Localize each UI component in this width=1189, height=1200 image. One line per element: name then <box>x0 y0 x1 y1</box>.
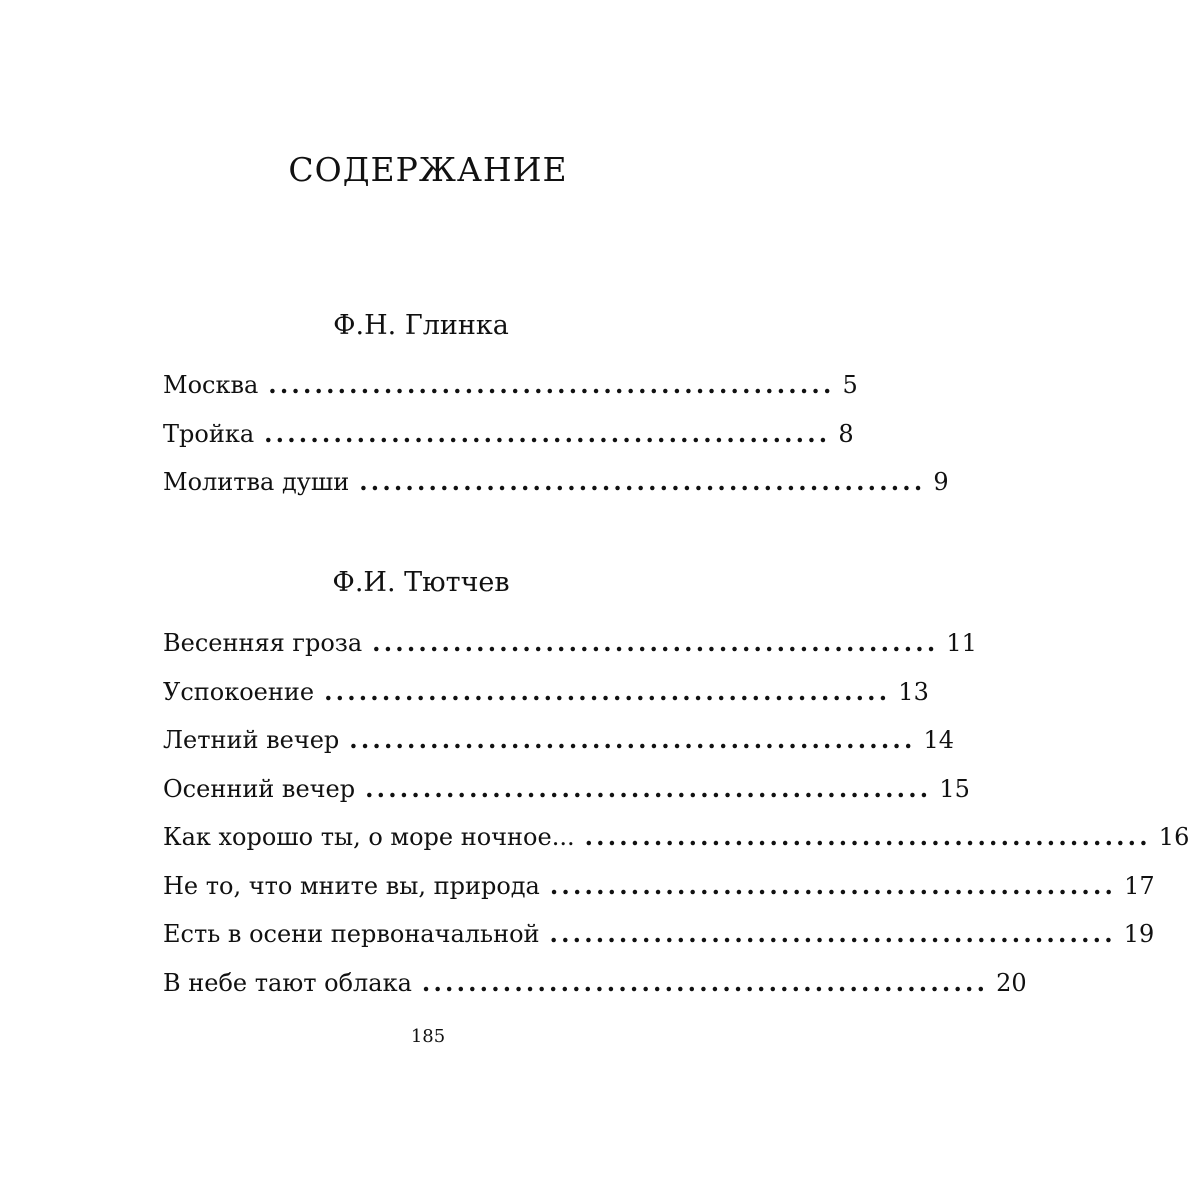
dot-leader: ................................................. <box>264 418 831 448</box>
toc-entry-page: 9 <box>933 468 949 496</box>
toc-entry-page: 8 <box>838 419 854 448</box>
dot-leader: ................................................. <box>549 919 1116 948</box>
toc-entry-title: Как хорошо ты, о море ночное... <box>163 823 575 851</box>
toc-entry[interactable] <box>163 870 1155 920</box>
toc-entry[interactable] <box>163 676 929 726</box>
toc-entry[interactable] <box>163 773 970 823</box>
page-title: СОДЕРЖАНИЕ <box>288 150 568 189</box>
dot-leader: ................................................. <box>365 773 932 803</box>
section-author-tyutchev: Ф.И. Тютчев <box>332 567 510 598</box>
toc-entry-title: Молитва души <box>163 468 350 496</box>
dot-leader: ................................................. <box>268 370 835 399</box>
toc-entry-page: 14 <box>923 726 955 754</box>
toc-list-glinka <box>163 370 949 516</box>
toc-entry[interactable] <box>163 725 955 774</box>
toc-entry[interactable] <box>163 822 1189 871</box>
toc-list-tyutchev <box>163 628 1189 1016</box>
toc-entry[interactable] <box>163 467 949 516</box>
dot-leader: ................................................. <box>549 870 1117 900</box>
toc-entry-title: Летний вечер <box>163 726 340 754</box>
toc-entry-page: 19 <box>1123 920 1155 948</box>
toc-entry-title: Весенняя гроза <box>163 629 363 657</box>
toc-entry-page: 16 <box>1158 823 1189 851</box>
toc-entry-title: Тройка <box>163 419 255 448</box>
toc-entry-page: 20 <box>996 968 1027 997</box>
toc-entry-title: Москва <box>163 371 259 399</box>
toc-entry-title: Есть в осени первоначальной <box>163 920 540 948</box>
toc-entry-page: 5 <box>842 371 858 399</box>
toc-entry[interactable] <box>163 370 858 419</box>
toc-entry-title: В небе тают облака <box>163 968 412 997</box>
toc-entry-title: Не то, что мните вы, природа <box>163 871 540 900</box>
dot-leader: ................................................. <box>372 628 939 657</box>
toc-entry-title: Осенний вечер <box>163 774 356 803</box>
toc-entry-page: 13 <box>898 677 929 706</box>
toc-entry-title: Успокоение <box>163 677 315 706</box>
section-author-glinka: Ф.Н. Глинка <box>333 310 509 341</box>
dot-leader: ................................................. <box>359 467 926 496</box>
toc-entry[interactable] <box>163 919 1155 968</box>
toc-entry[interactable] <box>163 418 854 468</box>
dot-leader: ................................................. <box>349 725 916 754</box>
dot-leader: ................................................. <box>584 822 1151 851</box>
toc-entry-page: 15 <box>939 774 970 803</box>
toc-entry[interactable] <box>163 628 977 677</box>
toc-entry-page: 11 <box>946 629 977 657</box>
toc-entry-page: 17 <box>1124 871 1155 900</box>
toc-entry[interactable] <box>163 967 1027 1017</box>
page-number: 185 <box>410 1026 446 1047</box>
dot-leader: ................................................. <box>324 676 891 706</box>
dot-leader: ................................................. <box>421 967 989 997</box>
